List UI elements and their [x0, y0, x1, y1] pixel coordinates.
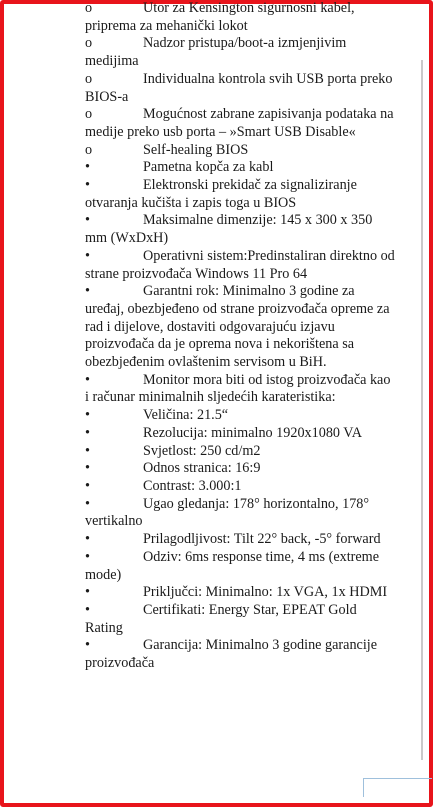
list-item [85, 584, 395, 602]
bullet-icon: • [85, 531, 90, 548]
list-item [85, 531, 395, 549]
list-marker: o [85, 35, 93, 52]
bullet-icon: • [85, 637, 90, 654]
list-item-text: Maksimalne dimenzije: 145 x 300 x 350 mm (WxDxH) [85, 212, 373, 247]
list-item-text: Priključci: Minimalno: 1x VGA, 1x HDMI [143, 584, 388, 601]
list-item-text: Odziv: 6ms response time, 4 ms (extreme mode) [85, 548, 380, 583]
bullet-icon: • [85, 371, 90, 388]
list-item [85, 602, 395, 637]
scan-edge-line [421, 60, 423, 760]
list-item [85, 425, 395, 443]
list-marker: o [85, 0, 93, 16]
list-item-text: Elektronski prekidač za signaliziranje otvaranja kučišta i zapis toga u BIOS [85, 177, 357, 211]
list-item-text: Veličina: 21.5“ [143, 407, 229, 424]
list-item [85, 407, 395, 425]
list-item-text: Ugao gledanja: 178° horizontalno, 178° vertikalno [85, 495, 370, 530]
list-item [85, 106, 395, 141]
list-item-text: Garantni rok: Minimalno 3 godine za uređaj, obezbjeđeno od strane proizvođača opreme za rad i dijelove, dostaviti odgovarajuću izjavu proizvođača da je oprema nova i nekorištena sa obezbjeđenim ovlaštenim servisom u BiH. [85, 283, 390, 371]
list-item [85, 142, 395, 160]
list-item [85, 443, 395, 461]
list-item [85, 35, 395, 70]
list-item [85, 248, 395, 283]
list-item-text: Odnos stranica: 16:9 [143, 460, 261, 477]
list-item-text: Mogućnost zabrane zapisivanja podataka na medije preko usb porta – »Smart USB Disable« [85, 106, 394, 140]
bullet-icon: • [85, 460, 90, 477]
bullet-icon: • [85, 548, 90, 565]
list-item-text: Operativni sistem:Predinstaliran direktno od strane proizvođača Windows 11 Pro 64 [85, 247, 395, 282]
list-item-text: Utor za Kensington sigurnosni kabel, priprema za mehanički lokot [85, 0, 355, 34]
list-marker: o [85, 106, 93, 123]
bullet-icon: • [85, 177, 90, 194]
list-item-text: Self-healing BIOS [143, 141, 249, 158]
list-item [85, 212, 395, 247]
list-item-text: Rezolucija: minimalno 1920x1080 VA [143, 424, 362, 441]
list-item [85, 159, 395, 177]
bullet-icon: • [85, 442, 90, 459]
list-item [85, 496, 395, 531]
list-item [85, 372, 395, 407]
list-item-text: Prilagodljivost: Tilt 22° back, -5° forward [143, 531, 381, 548]
list-item [85, 637, 395, 672]
list-item-text: Certifikati: Energy Star, EPEAT Gold Rating [85, 601, 357, 636]
list-item [85, 478, 395, 496]
bullet-icon: • [85, 495, 90, 512]
bullet-icon: • [85, 407, 90, 424]
list-item [85, 460, 395, 478]
list-item-text: Pametna kopča za kabl [143, 159, 274, 176]
list-item [85, 177, 395, 212]
list-item-text: Contrast: 3.000:1 [143, 477, 242, 494]
list-item [85, 71, 395, 106]
list-item-text: Monitor mora biti od istog proizvođača kao i računar minimalnih sljedećih karateristika: [85, 371, 391, 406]
bullet-icon: • [85, 601, 90, 618]
list-item-text: Garancija: Minimalno 3 godine garancije proizvođača [85, 637, 378, 672]
list-item-text: Nadzor pristupa/boot-a izmjenjivim medijima [85, 35, 347, 70]
bullet-icon: • [85, 283, 90, 300]
spec-list [85, 0, 395, 807]
list-item-text: Svjetlost: 250 cd/m2 [143, 442, 261, 459]
list-item [85, 0, 395, 35]
bullet-icon: • [85, 424, 90, 441]
bullet-icon: • [85, 247, 90, 264]
bullet-icon: • [85, 477, 90, 494]
list-marker: o [85, 141, 93, 158]
bullet-icon: • [85, 584, 90, 601]
list-item [85, 549, 395, 584]
list-item-text: Individualna kontrola svih USB porta preko BIOS-a [85, 70, 393, 105]
list-item [85, 283, 395, 372]
bullet-icon: • [85, 159, 90, 176]
list-marker: o [85, 70, 93, 87]
bullet-icon: • [85, 212, 90, 229]
